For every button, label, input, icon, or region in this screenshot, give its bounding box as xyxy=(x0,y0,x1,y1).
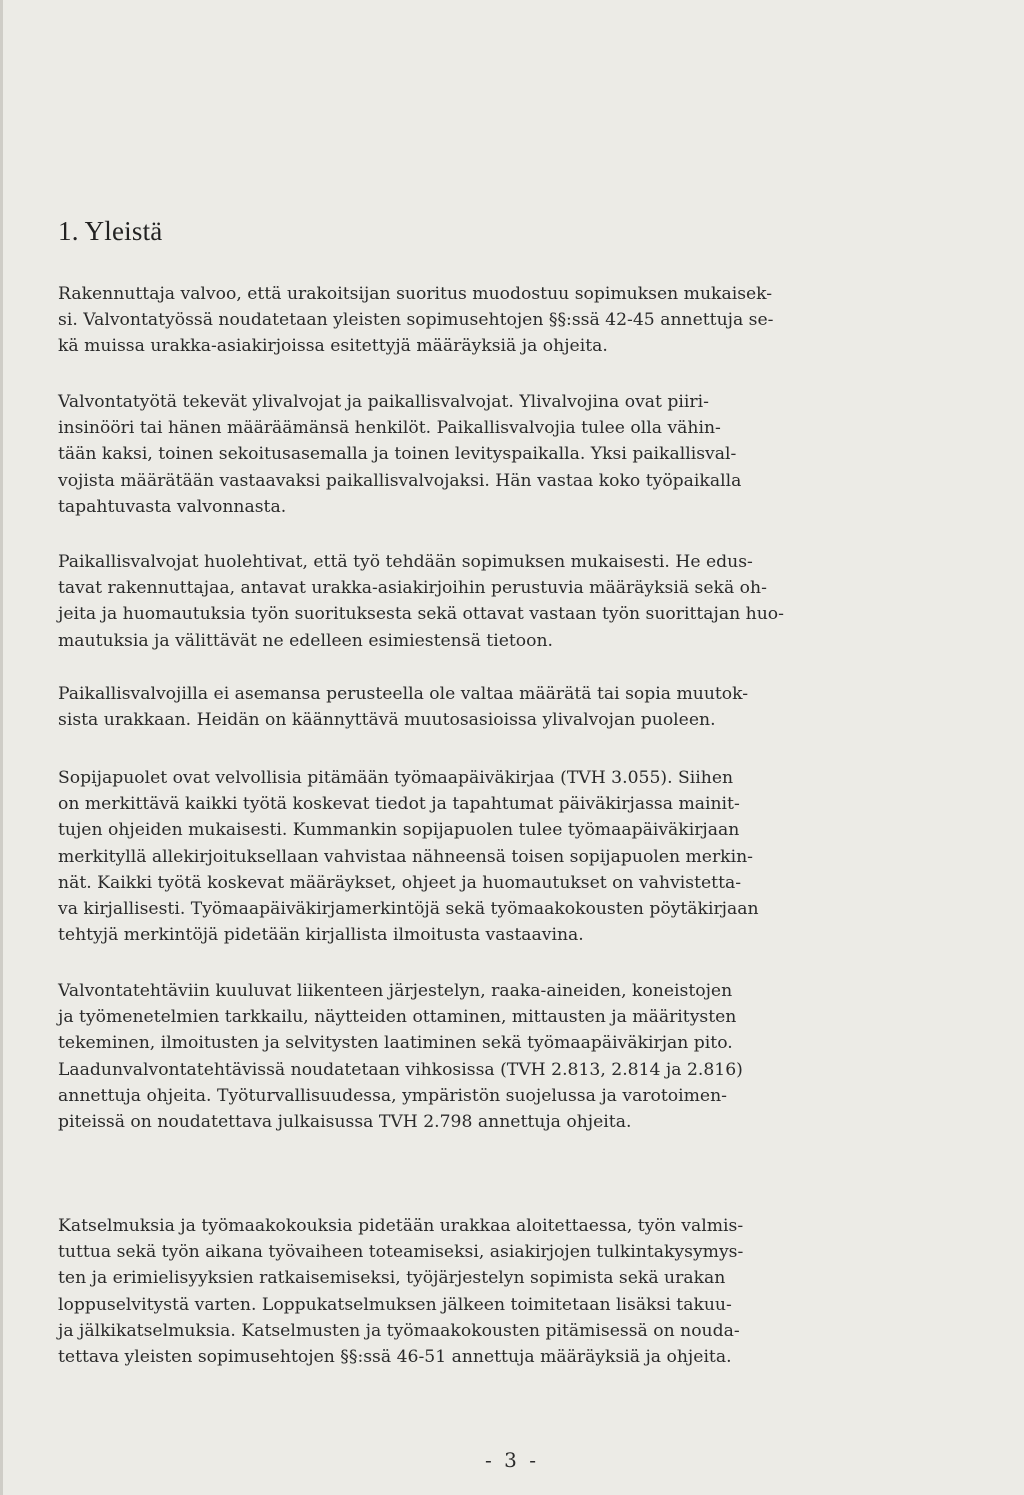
page-edge-shadow xyxy=(0,0,3,1495)
paragraph-line: Paikallisvalvojilla ei asemansa perusteella ole valtaa määrätä tai sopia muutok- xyxy=(58,684,749,704)
paragraph-line: tujen ohjeiden mukaisesti. Kummankin sopijapuolen tulee työmaapäiväkirjaan xyxy=(58,820,740,841)
paragraph-supervision-tasks xyxy=(58,978,938,1135)
paragraph-line: tavat rakennuttajaa, antavat urakka-asiakirjoihin perustuvia määräyksiä sekä oh- xyxy=(58,578,767,599)
paragraph-line: merkityllä allekirjoituksellaan vahvistaa nähneensä toisen sopijapuolen merkin- xyxy=(58,846,753,867)
paragraph-line: va kirjallisesti. Työmaapäiväkirjamerkintöjä sekä työmaakokousten pöytäkirjaan xyxy=(58,899,759,920)
paragraph-line: tään kaksi, toinen sekoitusasemalla ja toinen levityspaikalla. Yksi paikallisval- xyxy=(58,444,737,465)
paragraph-line: Rakennuttaja valvoo, että urakoitsijan suoritus muodostuu sopimuksen mukaisek- xyxy=(58,284,773,304)
paragraph-line: tapahtuvasta valvonnasta. xyxy=(58,496,287,517)
page-number: - 3 - xyxy=(485,1448,539,1472)
paragraph-line: Katselmuksia ja työmaakokouksia pidetään urakkaa aloitettaessa, työn valmis- xyxy=(58,1216,744,1236)
paragraph-line: vojista määrätään vastaavaksi paikallisvalvojaksi. Hän vastaa koko työpaikalla xyxy=(58,470,742,491)
paragraph-line: piteissä on noudatettava julkaisussa TVH 2.798 annettuja ohjeita. xyxy=(58,1112,632,1133)
paragraph-supervisors xyxy=(58,389,938,520)
paragraph-line: tekeminen, ilmoitusten ja selvitysten laatiminen sekä työmaapäiväkirjan pito. xyxy=(58,1033,733,1054)
paragraph-local-supervisors-authority xyxy=(58,681,938,733)
paragraph-line: ja työmenetelmien tarkkailu, näytteiden ottaminen, mittausten ja määritysten xyxy=(58,1007,737,1028)
paragraph-line: Laadunvalvontatehtävissä noudatetaan vihkosissa (TVH 2.813, 2.814 ja 2.816) xyxy=(58,1059,743,1080)
paragraph-line: ja jälkikatselmuksia. Katselmusten ja työmaakokousten pitämisessä on nouda- xyxy=(58,1320,740,1341)
paragraph-line: jeita ja huomautuksia työn suorituksesta sekä ottavat vastaan työn suorittajan huo- xyxy=(58,604,784,625)
paragraph-line: Valvontatehtäviin kuuluvat liikenteen järjestelyn, raaka-aineiden, koneistojen xyxy=(58,981,733,1001)
paragraph-inspections xyxy=(58,1213,938,1370)
paragraph-line: on merkittävä kaikki työtä koskevat tiedot ja tapahtumat päiväkirjassa mainit- xyxy=(58,794,740,815)
paragraph-line: Sopijapuolet ovat velvollisia pitämään työmaapäiväkirjaa (TVH 3.055). Siihen xyxy=(58,768,734,788)
paragraph-line: loppuselvitystä varten. Loppukatselmuksen jälkeen toimitetaan lisäksi takuu- xyxy=(58,1294,732,1315)
section-heading: 1. Yleistä xyxy=(58,216,163,246)
paragraph-line: kä muissa urakka-asiakirjoissa esitettyjä määräyksiä ja ohjeita. xyxy=(58,336,608,357)
paragraph-line: sista urakkaan. Heidän on käännyttävä muutosasioissa ylivalvojan puoleen. xyxy=(58,710,716,731)
paragraph-line: Paikallisvalvojat huolehtivat, että työ tehdään sopimuksen mukaisesti. He edus- xyxy=(58,552,753,572)
paragraph-line: ten ja erimielisyyksien ratkaisemiseksi, työjärjestelyn sopimista sekä urakan xyxy=(58,1268,726,1289)
paragraph-line: mautuksia ja välittävät ne edelleen esimiestensä tietoon. xyxy=(58,630,553,651)
paragraph-line: Valvontatyötä tekevät ylivalvojat ja paikallisvalvojat. Ylivalvojina ovat piiri- xyxy=(58,392,709,412)
paragraph-line: tehtyjä merkintöjä pidetään kirjallista ilmoitusta vastaavina. xyxy=(58,925,584,946)
paragraph-site-diary xyxy=(58,765,938,948)
paragraph-line: insinööri tai hänen määräämänsä henkilöt. Paikallisvalvojia tulee olla vähin- xyxy=(58,418,721,439)
paragraph-line: si. Valvontatyössä noudatetaan yleisten sopimusehtojen §§:ssä 42-45 annettuja se- xyxy=(58,310,774,331)
paragraph-line: nät. Kaikki työtä koskevat määräykset, ohjeet ja huomautukset on vahvistetta- xyxy=(58,872,742,893)
paragraph-line: annettuja ohjeita. Työturvallisuudessa, ympäristön suojelussa ja varotoimen- xyxy=(58,1085,727,1106)
paragraph-line: tettava yleisten sopimusehtojen §§:ssä 46-51 annettuja määräyksiä ja ohjeita. xyxy=(58,1347,732,1368)
paragraph-supervision-scope xyxy=(58,281,938,360)
paragraph-line: tuttua sekä työn aikana työvaiheen toteamiseksi, asiakirjojen tulkintakysymys- xyxy=(58,1242,744,1263)
paragraph-local-supervisors-duties xyxy=(58,549,938,654)
